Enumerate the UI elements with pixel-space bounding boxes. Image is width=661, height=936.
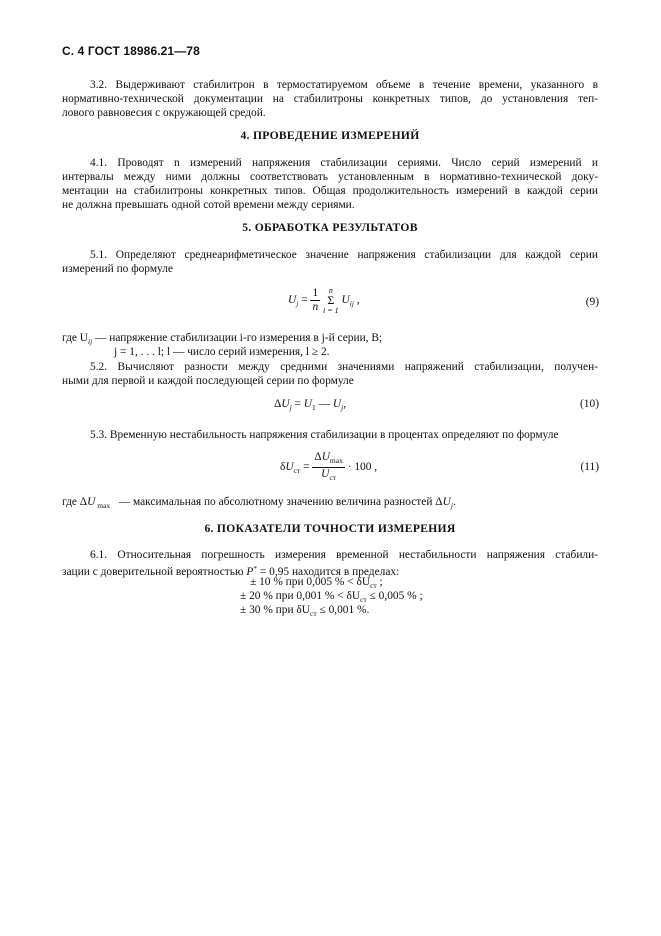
paragraph-line: 3.2. Выдерживают стабилитрон в термостатируемом объеме в течение времени, указанного в [90,79,598,91]
formula-tail: · 100 , [347,461,378,474]
paragraph-5-2 [62,360,598,388]
paragraph-5-1 [62,248,598,276]
paragraph-line: не должна превышать одной сотой времени между сериями. [62,199,355,211]
paragraph-3-2 [62,78,598,120]
equation-number-11: (11) [580,461,599,473]
limit-text: ; [376,576,383,588]
fraction: $\frac{\Delta U_{max}}{U_{ст}}$ [314,451,343,482]
paragraph-line: ментации на стабилитроны конкретных типов. Общая продолжительность измерений в каждой серии [62,185,598,197]
limit-line-2: ± 20 % при 0,001 % < $\delta U_{ст} \le 0,005$ % ; [240,590,423,604]
paragraph-line: 5.1. Определяют среднеарифметическое значение напряжения стабилизации для каждой серии [90,249,598,261]
paragraph-4-1 [62,156,598,212]
paragraph-text: = 0,95 находится в пределах: [257,566,400,578]
paragraph-5-3 [62,428,598,442]
where-definition-3: где ΔU $_{max}$ — максимальная по абсолютному значению величина разностей $\Delta U_j$. [62,496,456,510]
paragraph-line: 5.2. Вычисляют разности между средними значениями напряжений стабилизации, получен- [90,361,598,373]
where-definition-2: j = 1, . . . l; l — число серий измерения, l ≥ 2. [114,346,330,358]
section-heading-5: 5. ОБРАБОТКА РЕЗУЛЬТАТОВ [242,221,418,234]
paragraph-line: лового равновесия с окружающей средой. [62,107,266,119]
limit-text: ± 10 % при 0,005 % < δU [250,576,371,588]
paragraph-line: нормативно-технической документации на стабилитроны конкретных типов, до установления теп- [62,93,598,105]
paragraph-line: ными для первой и каждой последующей серии по формуле [62,375,354,387]
paragraph-line: интервалы между ними должны соответствовать установленным в нормативно-технической доку- [62,171,598,183]
where-text: — напряжение стабилизации i-го измерения в j-й серии, В; [92,332,383,344]
limit-text: ≤ 0,005 % ; [366,590,423,602]
formula-10: $\Delta U_j = U_1$ — $U_j$, [274,398,347,412]
section-heading-4: 4. ПРОВЕДЕНИЕ ИЗМЕРЕНИЙ [240,129,420,142]
limit-line-3: ± 30 % при $\delta U_{ст} \le 0,001$ %. [240,604,370,618]
paragraph-6-1 [62,548,598,579]
where-text: — максимальная по абсолютному значению величина разностей [118,496,433,508]
where-definition-1: где $U_{ij}$ — напряжение стабилизации i-го измерения в j-й серии, В; [62,332,383,346]
limit-line-1: ± 10 % при 0,005 % < $\delta U_{ст}$ ; [250,576,383,590]
where-text: где U [62,332,89,344]
paragraph-line: 4.1. Проводят n измерений напряжения стабилизации сериями. Число серий измерений и [90,157,598,169]
paragraph-line: 5.3. Временную нестабильность напряжения стабилизации в процентах определяют по формуле [90,429,559,441]
page-header: С. 4 ГОСТ 18986.21—78 [62,44,200,58]
equation-number-10: (10) [580,398,599,410]
paragraph-line: измерений по формуле [62,263,173,275]
paragraph-text: зации с доверительной вероятностью [62,566,244,578]
section-heading-6: 6. ПОКАЗАТЕЛИ ТОЧНОСТИ ИЗМЕРЕНИЯ [204,522,456,535]
limit-text: ± 20 % при 0,001 % < δU [240,590,361,602]
paragraph-line: 6.1. Относительная погрешность измерения временной нестабильности напряжения стабили- [90,549,598,561]
formula-11: $\delta U_{ст}$ = $\frac{\Delta U_{max}}{U_{ст}}$ · 100 , [280,451,378,482]
formula-9: $U_j$ = $\frac{1}{n}$ n Σ i = 1 $U_{ij}$ , [288,286,360,315]
fraction: $\frac{1}{n}$ [312,287,319,313]
limit-text: ≤ 0,001 %. [316,604,370,616]
sum-symbol: n Σ i = 1 [323,286,339,315]
limit-text: ± 30 % при δU [240,604,311,616]
paragraph-line: зации с доверительной вероятностью P* = 0,95 находится в пределах: [62,564,400,578]
equation-number-9: (9) [585,296,599,308]
